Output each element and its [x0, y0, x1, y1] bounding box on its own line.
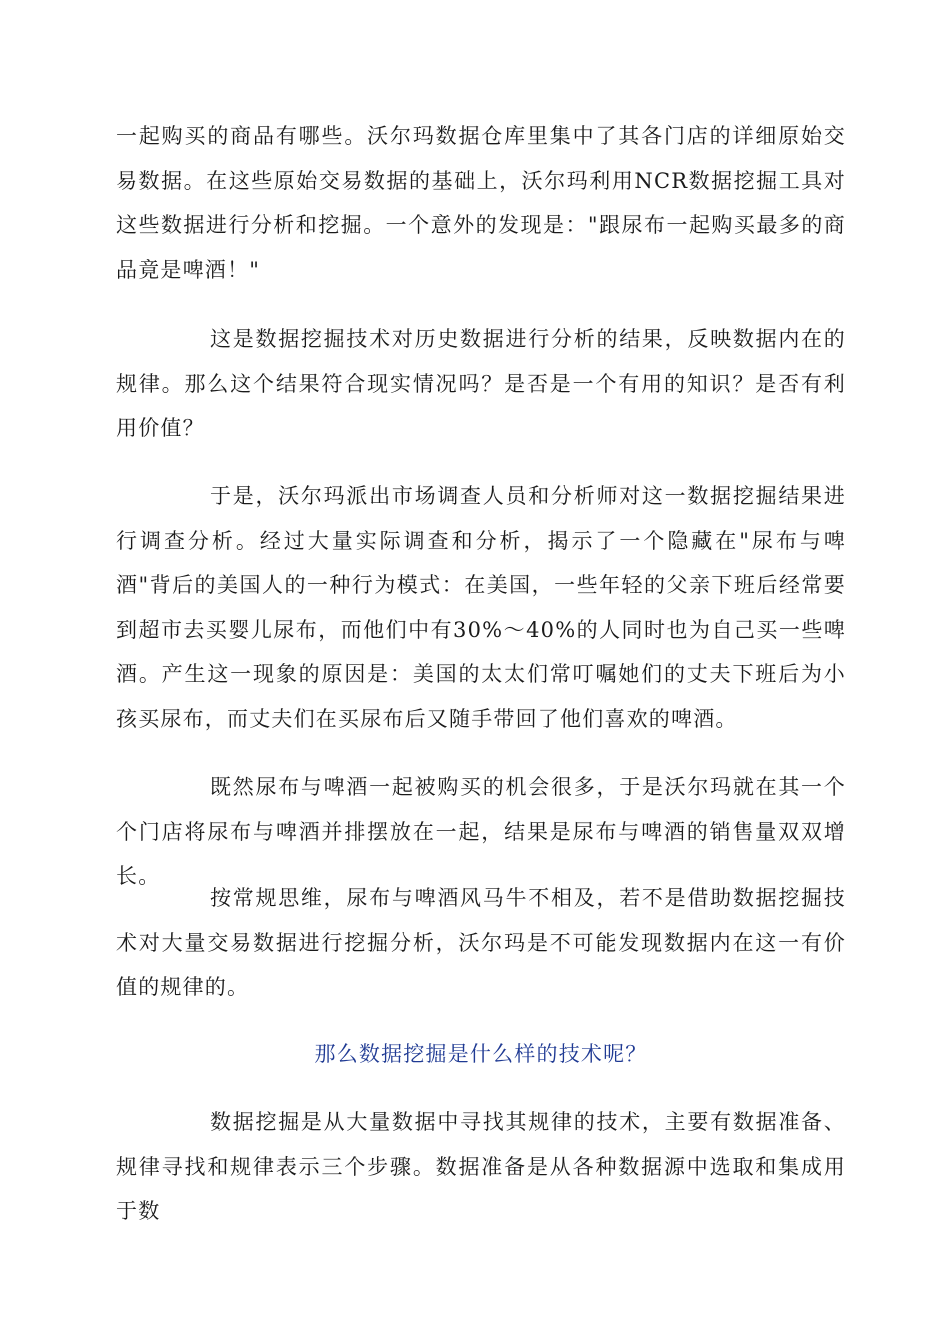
- section-heading: 那么数据挖掘是什么样的技术呢？: [314, 1042, 648, 1066]
- paragraph-data-mining-definition: 数据挖掘是从大量数据中寻找其规律的技术，主要有数据准备、规律寻找和规律表示三个步骤。数据准备是从各种数据源中选取和集成用于数: [116, 1110, 846, 1224]
- paragraph-walmart-data-warehouse: 一起购买的商品有哪些。沃尔玛数据仓库里集中了其各门店的详细原始交易数据。在这些原始交易数据的基础上，沃尔玛利用NCR数据挖掘工具对这些数据进行分析和挖掘。一个意外的发现是："跟尿布一起购买最多的商品竟是啤酒！": [116, 124, 846, 282]
- paragraph-market-survey: 于是，沃尔玛派出市场调查人员和分析师对这一数据挖掘结果进行调查分析。经过大量实际调查和分析，揭示了一个隐藏在"尿布与啤酒"背后的美国人的一种行为模式：在美国，一些年轻的父亲下班后经常要到超市去买婴儿尿布，而他们中有30%～40%的人同时也为自己买一些啤酒。产生这一现象的原因是：美国的太太们常叮嘱她们的丈夫下班后为小孩买尿布，而丈夫们在买尿布后又随手带回了他们喜欢的啤酒。: [116, 484, 846, 731]
- paragraph-analysis-result: 这是数据挖掘技术对历史数据进行分析的结果，反映数据内在的规律。那么这个结果符合现实情况吗？是否是一个有用的知识？是否有利用价值？: [116, 327, 846, 441]
- paragraph-sales-growth: 既然尿布与啤酒一起被购买的机会很多，于是沃尔玛就在其一个个门店将尿布与啤酒并排摆放在一起，结果是尿布与啤酒的销售量双双增长。: [116, 775, 846, 889]
- paragraph-conventional-thinking: 按常规思维，尿布与啤酒风马牛不相及，若不是借助数据挖掘技术对大量交易数据进行挖掘分析，沃尔玛是不可能发现数据内在这一有价值的规律的。: [116, 886, 846, 1000]
